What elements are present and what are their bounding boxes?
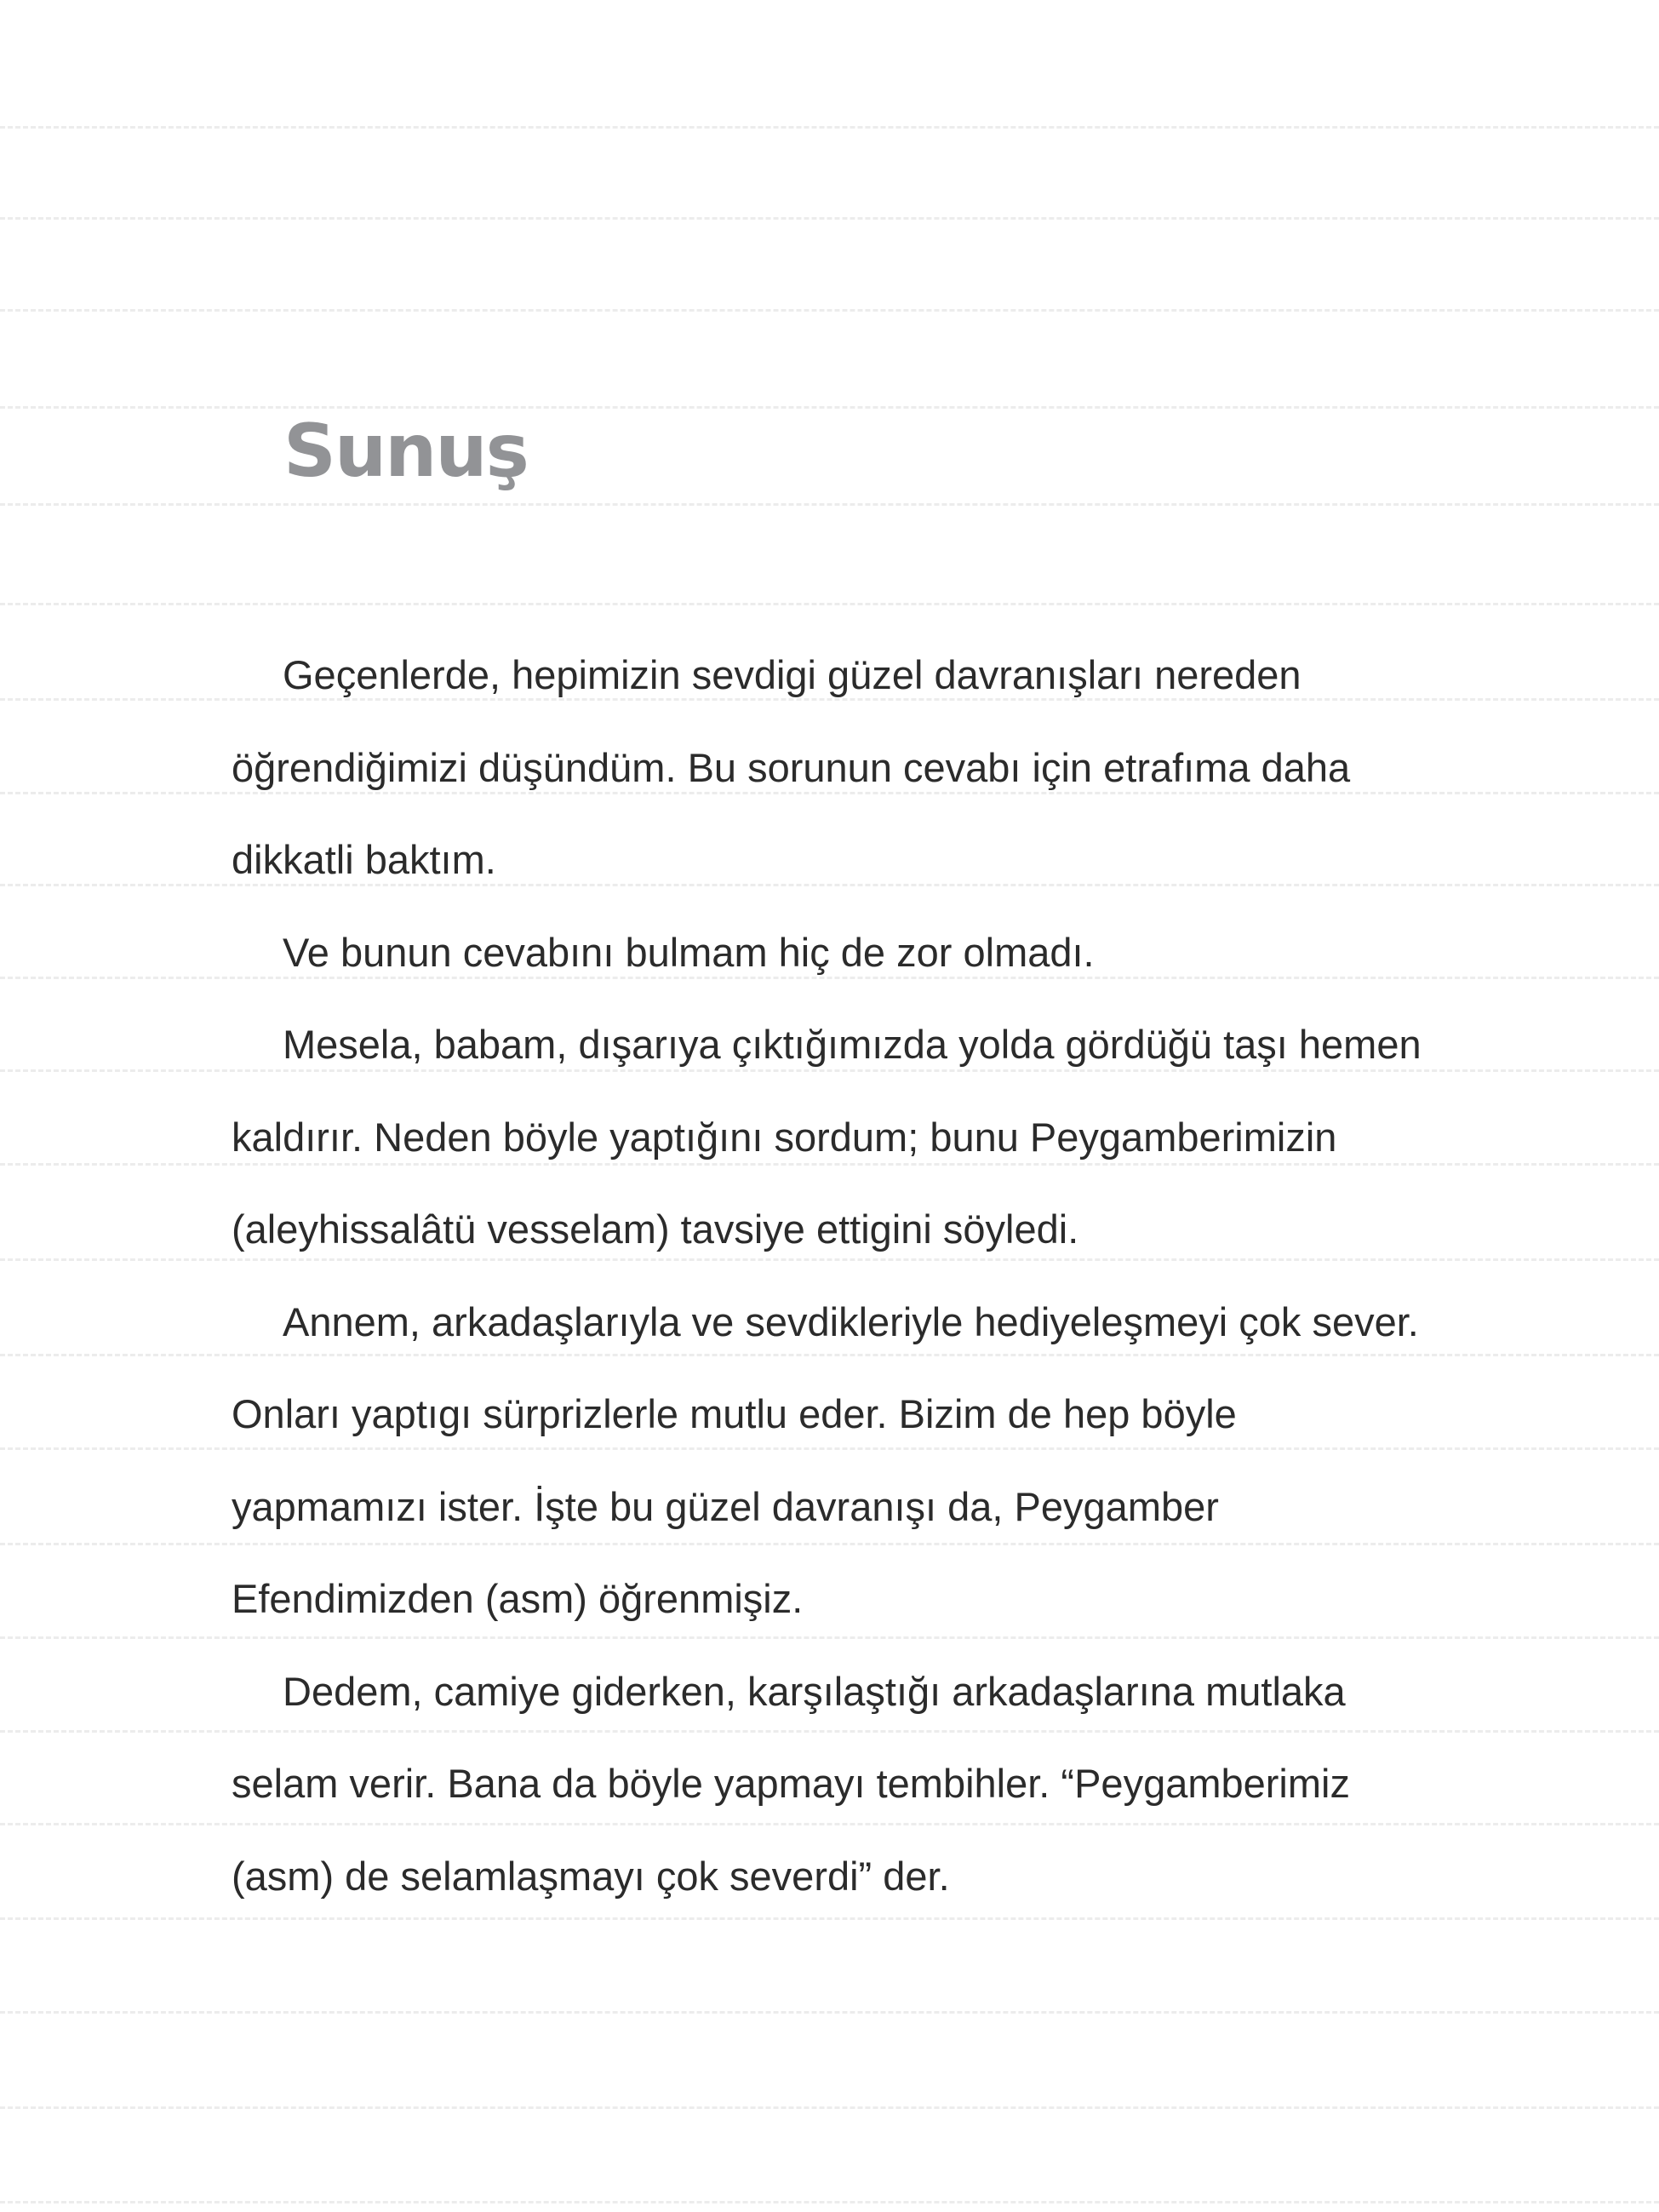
paragraph: Annem, arkadaşlarıyla ve sevdikleriyle hediyeleşmeyi çok sever. Onları yaptıgı sürprizlerle mutlu eder. Bizim de hep böyle yapmamızı ister. İşte bu güzel davranışı da, Peygamber Efendimizden (asm) öğrenmişiz. <box>232 1298 1419 1621</box>
ruled-line <box>0 309 1659 312</box>
ruled-line <box>0 406 1659 409</box>
body-text <box>232 629 1440 1923</box>
ruled-line <box>0 603 1659 605</box>
ruled-line <box>0 2201 1659 2203</box>
ruled-line <box>0 503 1659 506</box>
ruled-line <box>0 217 1659 220</box>
ruled-line <box>0 126 1659 129</box>
ruled-line <box>0 2106 1659 2109</box>
paragraph: Geçenlerde, hepimizin sevdigi güzel davranışları nereden öğrendiğimizi düşündüm. Bu sorunun cevabı için etrafıma daha dikkatli baktım. <box>232 652 1351 882</box>
ruled-line <box>0 2011 1659 2014</box>
paragraph: Ve bunun cevabını bulmam hiç de zor olmadı. <box>283 929 1095 975</box>
paragraph: Dedem, camiye giderken, karşılaştığı arkadaşlarına mutlaka selam verir. Bana da böyle yapmayı tembihler. “Peygamberimiz (asm) de selamlaşmayı çok severdi” der. <box>232 1668 1350 1899</box>
paragraph: Mesela, babam, dışarıya çıktığımızda yolda gördüğü taşı hemen kaldırır. Neden böyle yaptığını sordum; bunu Peygamberimizin (aleyhissalâtü vesselam) tavsiye ettigini söyledi. <box>232 1022 1422 1252</box>
page-title: Sunuş <box>283 409 528 494</box>
